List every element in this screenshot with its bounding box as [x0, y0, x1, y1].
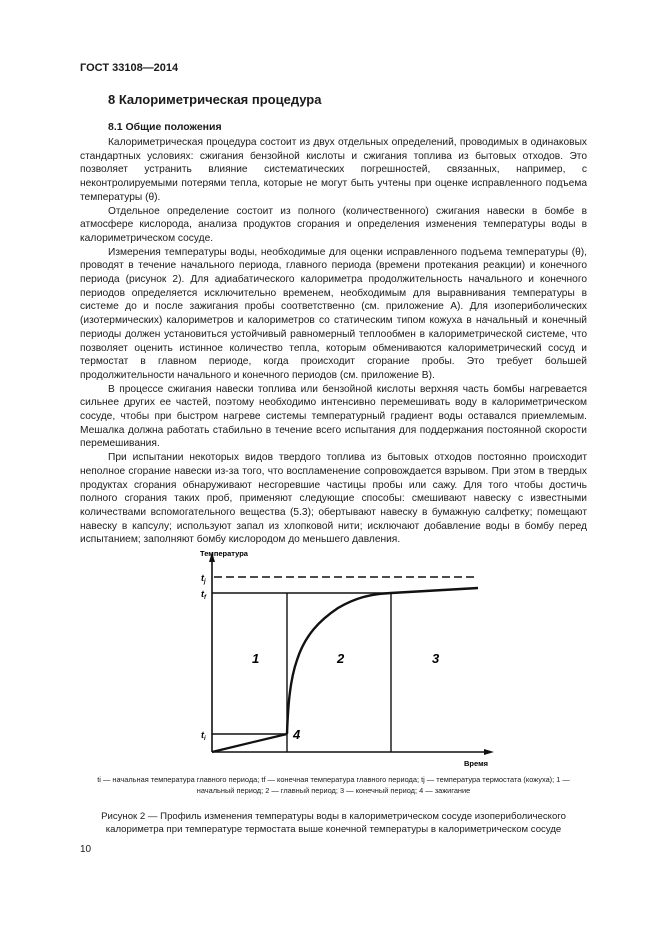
figure-legend: ti — начальная температура главного периода; tf — конечная температура главного периода; tj — температура термостата (кожуха); 1 — начальный период; 2 — главный период; 3 — конечный период; 4 — зажигание	[97, 775, 570, 795]
final-period-curve	[391, 588, 478, 593]
document-standard-header: ГОСТ 33108—2014	[80, 62, 179, 74]
region-label-final: 3	[432, 651, 440, 666]
y-axis-label: Температура	[200, 549, 248, 558]
subsection-heading: 8.1 Общие положения	[108, 121, 222, 133]
initial-period-curve	[212, 734, 287, 752]
tick-label-tj: $t_j$	[201, 573, 206, 585]
paragraph: Калориметрическая процедура состоит из двух отдельных определений, проводимых в одинаковых стандартных условиях: сжигания бензойной кислоты и сжигания топлива из бытовых отходов. Это позволяет устранить влияние систематических погрешностей, связанных, например, с неконтролируемыми потерями тепла, которые не могут быть учтены при оценке исправленного подъема температуры (θ).	[80, 137, 587, 203]
paragraph: В процессе сжигания навески топлива или бензойной кислоты верхняя часть бомбы нагревается сильнее других ее частей, поэтому необходимо интенсивно перемешивать воду в калориметрическом сосуде, чтобы при быстром нагреве системы температурный градиент воды оставался приемлемым. Мешалка должна работать стабильно в течение всего испытания для поддержания постоянной скорости перемешивания.	[80, 383, 587, 450]
x-axis-label: Время	[464, 759, 488, 768]
ignition-label: 4	[293, 727, 301, 742]
paragraph: Отдельное определение состоит из полного (количественного) сжигания навески в бомбе в атмосфере кислорода, анализа продуктов сгорания и определения изменения температуры воды в калориметрическом сосуде.	[80, 205, 587, 244]
section-heading: 8 Калориметрическая процедура	[108, 92, 322, 107]
x-axis-arrow	[484, 749, 494, 755]
tick-label-ti: $t_i$	[201, 730, 206, 742]
paragraph: При испытании некоторых видов твердого топлива из бытовых отходов постоянно происходит неполное сгорание навески из-за того, что воспламенение сопровождается взрывом. При этом в твердых продуктах сгорания обнаруживают несгоревшие частицы пробы или сажу. Для того чтобы достичь полного сгорания таких проб, применяют следующие способы: смешивают навеску с известными количествами вспомогательного вещества (5.3); обертывают навеску в бумажную салфетку; помещают навеску в капсулу; используют запал из хлопковой нити; исключают добавление воды в бомбу перед испытанием; заполняют бомбу кислородом до меньшего давления.	[80, 452, 587, 546]
paragraph: Измерения температуры воды, необходимые для оценки исправленного подъема температуры (θ), проводят в течение начального периода, главного периода (времени протекания реакции) и конечного периода (рисунок 2). Для адиабатического калориметра продолжительность начального и конечного периодов определяется исключительно временем, необходимым для выравнивания температуры в системе до и после зажигания пробы соответственно (см. приложение А). Для изопериболических (изотермических) калориметров и калориметров со статическим типом кожуха в начальный и конечный периоды должен установиться устойчивый равномерный теплообмен в калориметрической системе, что позволяет оценить истинное количество тепла, которым обмениваются калориметрический сосуд и термостат в главном периоде, когда происходит сгорание пробы. Это требует большей продолжительности начального и конечного периодов (см. приложение В).	[80, 246, 587, 381]
region-label-main: 2	[337, 651, 345, 666]
tick-label-tf: $t_f$	[201, 589, 206, 601]
page-number: 10	[80, 844, 92, 855]
region-label-initial: 1	[252, 651, 260, 666]
figure-caption: Рисунок 2 — Профиль изменения температуры воды в калориметрическом сосуде изопериболического калориметра при температуре термостата выше конечной температуры в калориметрическом сосуде	[101, 811, 566, 835]
